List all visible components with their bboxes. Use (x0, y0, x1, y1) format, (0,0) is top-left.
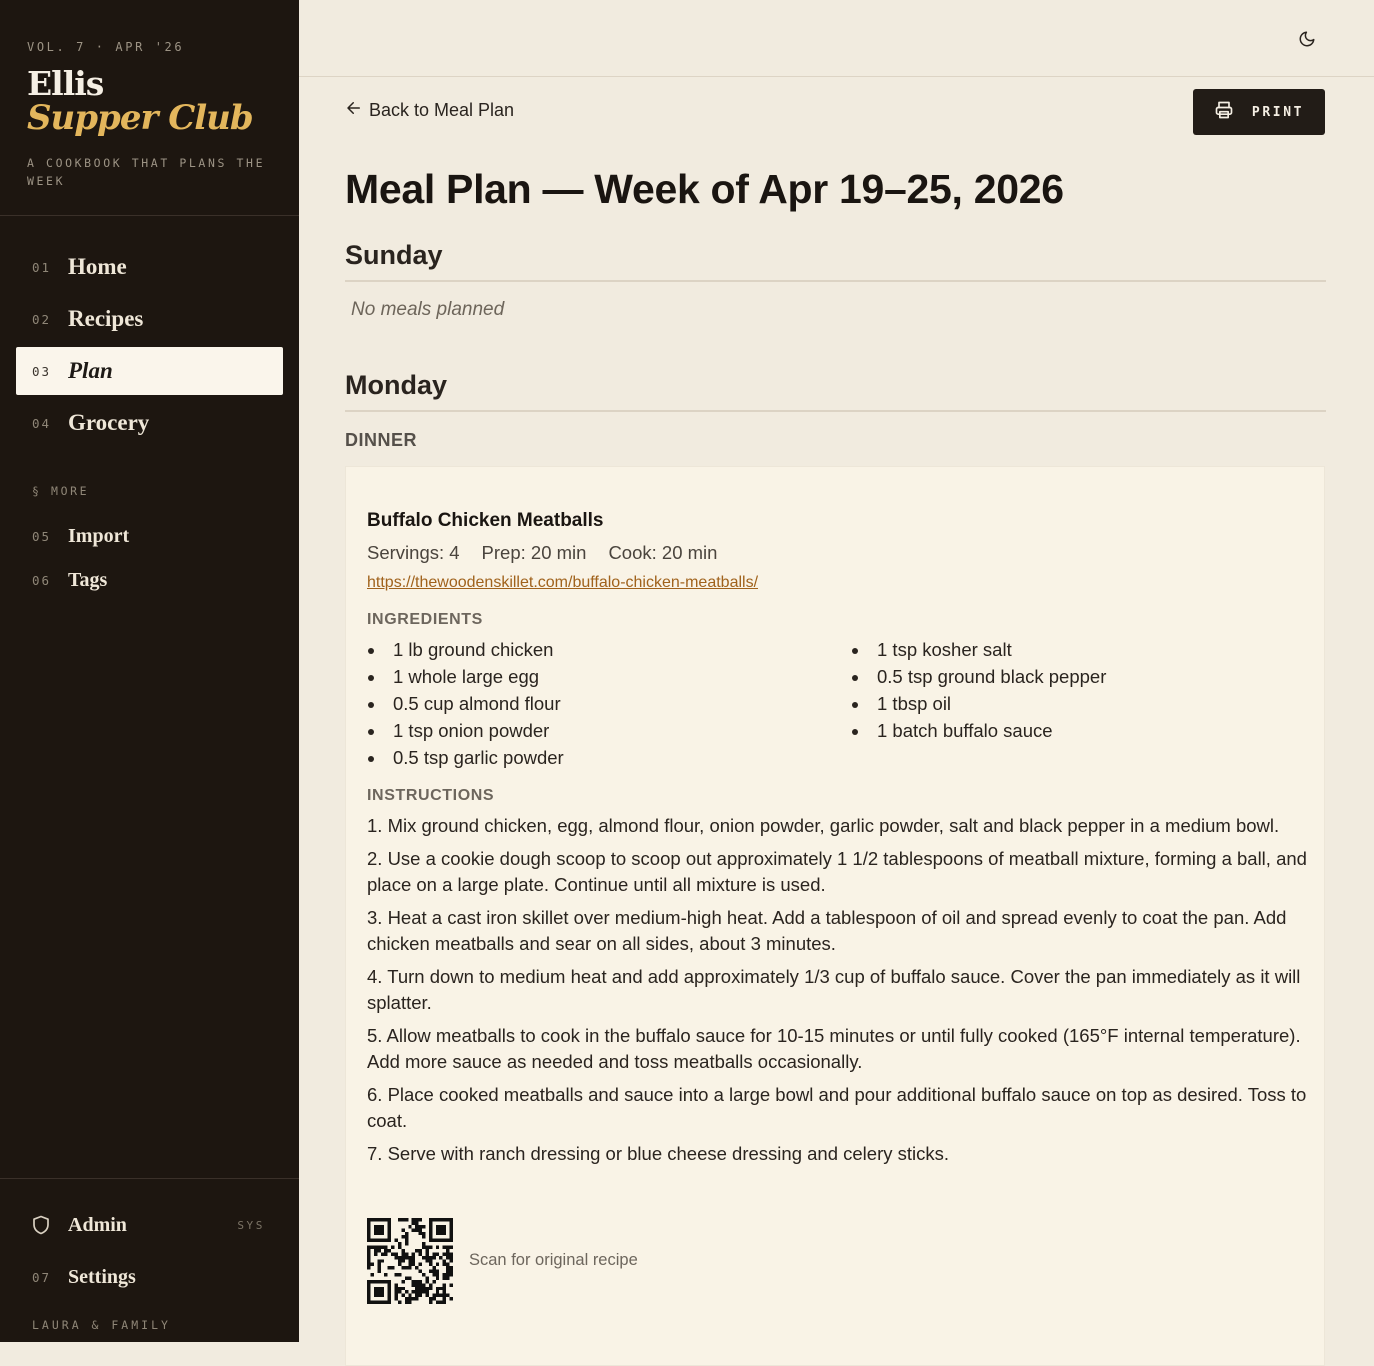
meal-type-label: DINNER (345, 430, 418, 450)
ingredient-item: 1 whole large egg (367, 663, 564, 690)
qr-caption: Scan for original recipe (469, 1251, 638, 1269)
ingredient-item: 1 tsp onion powder (367, 717, 564, 744)
day-divider (345, 410, 1326, 412)
ingredients-list-left (367, 636, 564, 771)
nav-label: Import (68, 524, 130, 547)
qr-code (367, 1218, 453, 1304)
arrow-left-icon (345, 99, 363, 122)
shield-icon (32, 1215, 68, 1235)
ingredients-heading: INGREDIENTS (367, 611, 483, 628)
instruction-step: 5. Allow meatballs to cook in the buffalo sauce for 10-15 minutes or until fully cooked (165°F internal temperature). Add more sauce as needed and toss meatballs occasionally. (367, 1024, 1301, 1072)
ingredient-item: 1 lb ground chicken (367, 636, 564, 663)
nav-label: Admin (68, 1213, 127, 1236)
instruction-step: 1. Mix ground chicken, egg, almond flour, onion powder, garlic powder, salt and black pepper in a medium bowl. (367, 815, 1280, 836)
brand-title-line1[interactable]: Ellis (27, 64, 104, 103)
instruction-step: 7. Serve with ranch dressing or blue cheese dressing and celery sticks. (367, 1142, 950, 1164)
recipe-source-link[interactable]: https://thewoodenskillet.com/buffalo-chicken-meatballs/ (367, 574, 759, 591)
prep-time-text: Prep: 20 min (481, 542, 587, 563)
more-section-label: § MORE (32, 484, 90, 498)
sidebar-item-grocery[interactable] (16, 399, 283, 447)
nav-number: 01 (32, 259, 52, 275)
instructions-list (367, 813, 1312, 1173)
back-link-label: Back to Meal Plan (369, 100, 515, 120)
instruction-step: 4. Turn down to medium heat and add approximately 1/3 cup of buffalo sauce. Cover the pan immediately as it will splatter. (367, 965, 1301, 1013)
sys-badge: SYS (237, 1218, 265, 1232)
page-title: Meal Plan — Week of Apr 19–25, 2026 (345, 166, 1064, 212)
recipe-meta (367, 542, 717, 564)
nav-label: Home (68, 254, 127, 279)
instruction-step: 2. Use a cookie dough scoop to scoop out approximately 1 1/2 tablespoons of meatball mixture, forming a ball, and place on a large plate. Continue until all mixture is used. (367, 847, 1307, 895)
instructions-heading: INSTRUCTIONS (367, 787, 495, 804)
sidebar-item-home[interactable] (16, 243, 283, 291)
nav-label: Settings (68, 1265, 136, 1288)
nav-label: Recipes (68, 306, 144, 331)
nav-label: Tags (68, 568, 108, 591)
nav-label: Grocery (68, 410, 150, 435)
ingredient-item: 1 tbsp oil (851, 690, 1106, 717)
sidebar-item-tags[interactable] (16, 556, 283, 604)
nav-number: 07 (32, 1269, 52, 1285)
day-heading-sunday: Sunday (345, 240, 443, 270)
print-label: PRINT (1251, 104, 1305, 120)
ingredient-item: 1 batch buffalo sauce (851, 717, 1106, 744)
nav-number: 05 (32, 528, 52, 544)
ingredient-item: 0.5 tsp garlic powder (367, 744, 564, 771)
top-bar (299, 0, 1374, 77)
sidebar-item-recipes[interactable] (16, 295, 283, 343)
sidebar-item-settings[interactable] (16, 1253, 283, 1301)
sidebar-divider (0, 1178, 299, 1179)
servings-text: Servings: 4 (367, 542, 460, 563)
nav-number: 02 (32, 311, 52, 327)
brand-title-line2[interactable]: Supper Club (27, 98, 253, 138)
instruction-step: 3. Heat a cast iron skillet over medium-high heat. Add a tablespoon of oil and spread evenly to coat the pan. Add chicken meatballs and sear on all sides, about 3 minutes. (367, 906, 1287, 954)
instruction-step: 6. Place cooked meatballs and sauce into a large bowl and pour additional buffalo sauce on top as desired. Toss to coat. (367, 1083, 1307, 1131)
sidebar-item-import[interactable] (16, 512, 283, 560)
sidebar (0, 0, 299, 1342)
ingredient-item: 0.5 tsp ground black pepper (851, 663, 1106, 690)
day-heading-monday: Monday (345, 370, 448, 400)
ingredients-list-right (851, 636, 1106, 744)
printer-icon (1214, 100, 1234, 125)
household-label: LAURA & FAMILY (32, 1318, 171, 1332)
ingredient-item: 0.5 cup almond flour (367, 690, 564, 717)
brand-tagline: A COOKBOOK THAT PLANS THE WEEK (27, 156, 266, 188)
sidebar-item-admin[interactable] (16, 1201, 283, 1249)
sidebar-divider (0, 215, 299, 216)
volume-label: VOL. 7 · APR '26 (27, 40, 185, 54)
day-divider (345, 280, 1326, 282)
back-to-meal-plan-link[interactable] (345, 99, 514, 122)
cook-time-text: Cook: 20 min (608, 542, 718, 563)
nav-label: Plan (68, 358, 113, 383)
nav-number: 04 (32, 415, 52, 431)
ingredient-item: 1 tsp kosher salt (851, 636, 1106, 663)
sidebar-item-plan[interactable] (16, 347, 283, 395)
recipe-title: Buffalo Chicken Meatballs (367, 510, 604, 531)
moon-icon[interactable] (1296, 28, 1318, 50)
no-meals-text: No meals planned (351, 299, 505, 320)
nav-number: 03 (32, 363, 52, 379)
print-button[interactable] (1193, 89, 1325, 135)
nav-number: 06 (32, 572, 52, 588)
